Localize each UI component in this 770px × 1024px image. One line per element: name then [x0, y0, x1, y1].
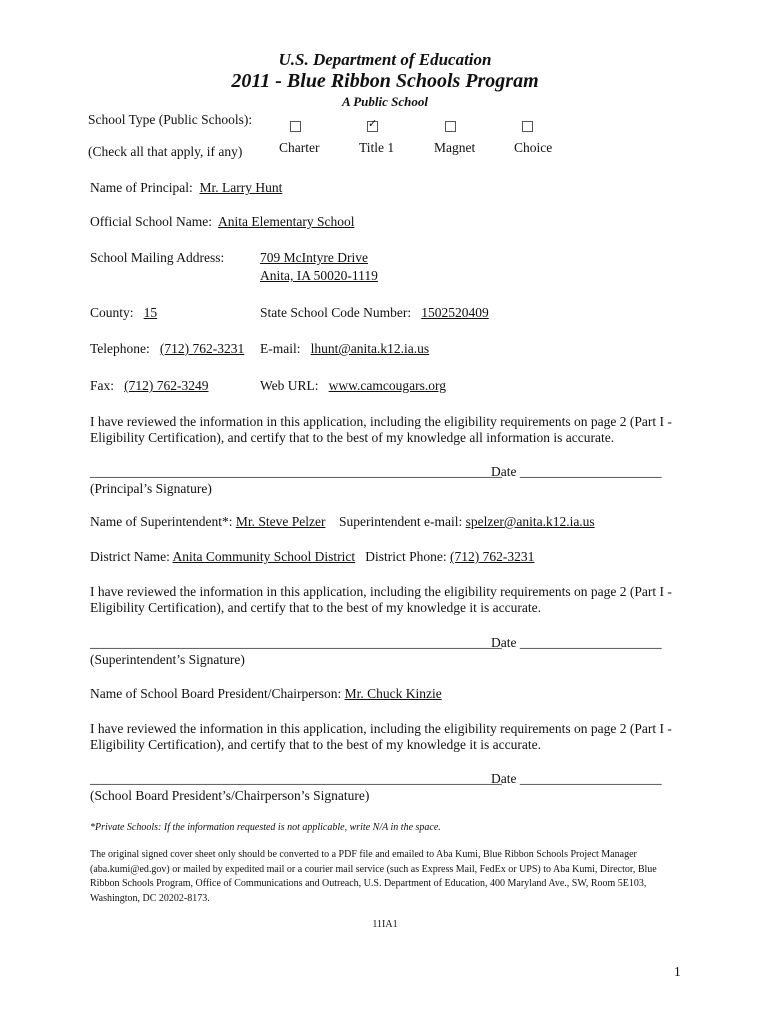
superintendent-row	[90, 514, 595, 530]
address-label: School Mailing Address:	[90, 250, 225, 265]
county-row	[90, 305, 157, 321]
fax-label: Fax:	[90, 378, 115, 393]
district-value[interactable]: Anita Community School District	[172, 549, 356, 564]
checkbox-title-1[interactable]	[367, 117, 378, 132]
document-code: 11IA1	[372, 919, 398, 930]
superintendent-email-label: Superintendent e-mail:	[338, 514, 463, 529]
web-label: Web URL:	[260, 378, 319, 393]
telephone-value[interactable]: (712) 762-3231	[159, 341, 245, 356]
district-phone-value[interactable]: (712) 762-3231	[450, 549, 535, 564]
fax-value[interactable]: (712) 762-3249	[124, 378, 209, 393]
superintendent-email-value[interactable]: spelzer@anita.k12.ia.us	[465, 514, 595, 529]
principal-label: Name of Principal:	[90, 180, 193, 195]
program-title: 2011 - Blue Ribbon Schools Program	[231, 70, 539, 92]
checkmark-icon: ✓	[368, 117, 378, 130]
superintendent-signature-caption: (Superintendent’s Signature)	[90, 652, 245, 667]
board-signature-caption: (School Board President’s/Chairperson’s Signature)	[90, 788, 370, 803]
official-name-label: Official School Name:	[90, 214, 212, 229]
web-value[interactable]: www.camcougars.org	[328, 378, 446, 393]
department-title: U.S. Department of Education	[278, 50, 492, 69]
option-label-magnet: Magnet	[434, 140, 476, 155]
fax-row	[90, 378, 209, 394]
checkbox-charter[interactable]	[290, 121, 301, 132]
superintendent-signature-line[interactable]: _____________________________________________________________	[90, 635, 502, 650]
state-code-row	[260, 305, 489, 321]
board-signature-line[interactable]: _____________________________________________________________	[90, 771, 502, 786]
option-label-choice: Choice	[514, 140, 553, 155]
principal-certification-text: I have reviewed the information in this application, including the eligibility requirements on page 2 (Part I - Eligibility Certification), and certify that to the best of my knowledge all information is accurate.	[90, 414, 672, 445]
option-label-title-1: Title 1	[359, 140, 395, 155]
board-label: Name of School Board President/Chairperson:	[90, 686, 342, 701]
board-row	[90, 686, 442, 702]
address-line2[interactable]: Anita, IA 50020-1119	[260, 268, 378, 283]
superintendent-value[interactable]: Mr. Steve Pelzer	[235, 514, 326, 529]
superintendent-label: Name of Superintendent*:	[90, 514, 233, 529]
principal-value[interactable]: Mr. Larry Hunt	[199, 180, 283, 195]
telephone-label: Telephone:	[90, 341, 150, 356]
superintendent-date-line[interactable]: Date _____________________	[491, 635, 662, 650]
email-label: E-mail:	[260, 341, 301, 356]
county-label: County:	[90, 305, 134, 320]
principal-signature-caption: (Principal’s Signature)	[90, 481, 212, 496]
board-certification-text: I have reviewed the information in this application, including the eligibility requirements on page 2 (Part I - Eligibility Certification), and certify that to the best of my knowledge it is accurate.	[90, 721, 672, 752]
district-label: District Name:	[90, 549, 170, 564]
option-label-charter: Charter	[279, 140, 320, 155]
checkbox-magnet[interactable]	[445, 121, 456, 132]
email-value[interactable]: lhunt@anita.k12.ia.us	[310, 341, 430, 356]
private-schools-note: *Private Schools: If the information requested is not applicable, write N/A in the space.	[90, 822, 441, 833]
state-code-value[interactable]: 1502520409	[421, 305, 489, 320]
school-type-label: School Type (Public Schools):	[88, 112, 253, 127]
district-row	[90, 549, 534, 565]
superintendent-certification-text: I have reviewed the information in this application, including the eligibility requirements on page 2 (Part I - Eligibility Certification), and certify that to the best of my knowledge it is accurate.	[90, 584, 672, 615]
page-number: 1	[674, 964, 681, 979]
principal-date-line[interactable]: Date _____________________	[491, 464, 662, 479]
principal-signature-line[interactable]: _____________________________________________________________	[90, 464, 502, 479]
email-row	[260, 341, 429, 357]
board-value[interactable]: Mr. Chuck Kinzie	[344, 686, 442, 701]
county-value[interactable]: 15	[143, 305, 158, 320]
principal-row	[90, 180, 282, 196]
web-row	[260, 378, 446, 394]
state-code-label: State School Code Number:	[260, 305, 412, 320]
official-name-row	[90, 214, 354, 230]
official-name-value[interactable]: Anita Elementary School	[217, 214, 355, 229]
telephone-row	[90, 341, 244, 357]
submission-note: The original signed cover sheet only should be converted to a PDF file and emailed to Aba Kumi, Blue Ribbon Schools Project Manager (aba.kumi@ed.gov) or mailed by expedited mail or a courier mail service (such as Express Mail, FedEx or UPS) to Aba Kumi, Director, Blue Ribbon Schools Program, Office of Communications and Outreach, U.S. Department of Education, 400 Maryland Ave., SW, Room 5E103, Washington, DC 20202-8173.	[90, 849, 657, 904]
school-kind: A Public School	[342, 94, 428, 109]
district-phone-label: District Phone:	[365, 549, 447, 564]
checkbox-choice[interactable]	[522, 121, 533, 132]
board-date-line[interactable]: Date _____________________	[491, 771, 662, 786]
address-line1[interactable]: 709 McIntyre Drive	[260, 250, 368, 265]
school-type-sublabel: (Check all that apply, if any)	[88, 144, 243, 159]
